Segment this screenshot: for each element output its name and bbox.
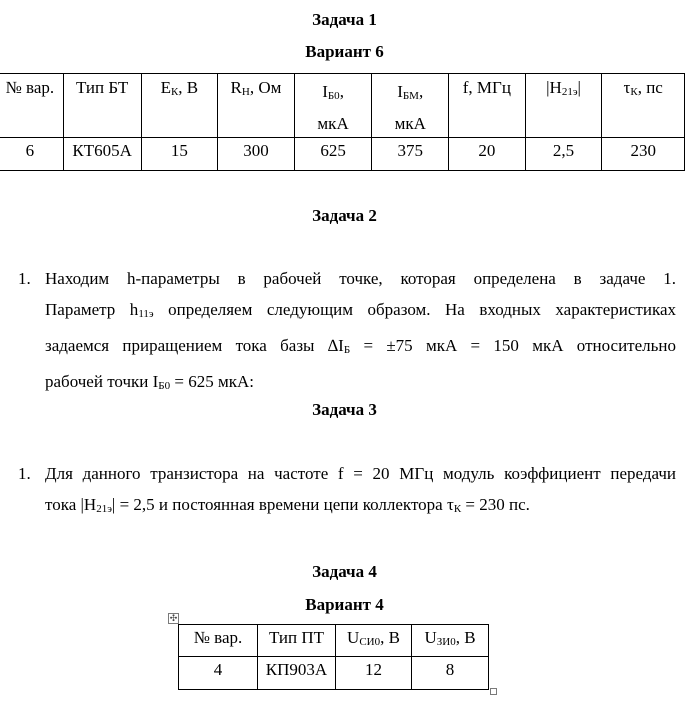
task3-line2: тока $|H_{21э}| = 2,5$ и постоянная времени цепи коллектора $\tau_К = 230$ пс.	[45, 495, 530, 515]
header-variant-no: № вар.	[0, 74, 63, 138]
task3-title: Задача 3	[312, 400, 377, 419]
task4-data-row	[179, 657, 489, 690]
cell-tau-k: 230	[602, 138, 685, 171]
cell-ibm: 375	[372, 138, 449, 171]
header-variant-no: № вар.	[179, 625, 258, 657]
header-h21e: $|H_{21э}|$	[525, 74, 602, 138]
task4-table	[178, 624, 489, 690]
header-rn: $R_Н$, Ом	[218, 74, 295, 138]
header-uzi0: $U_{ЗИ0}$, В	[412, 625, 489, 657]
task3-paragraph	[45, 458, 676, 525]
header-ib0: $I_{Б0}$, мкА	[294, 74, 372, 138]
task2-line4: рабочей точки $I_{Б0} = 625$ мкА:	[45, 372, 254, 392]
header-tau-k: $\tau_К$, пс	[602, 74, 685, 138]
task3-line1: Для данного транзистора на частоте f = 20 МГц модуль коэффициент передачи	[45, 464, 676, 483]
task2-list-number: 1.	[18, 269, 31, 288]
table-move-handle-icon[interactable]: ✣	[169, 613, 178, 623]
cell-ib0: 625	[294, 138, 372, 171]
task1-table	[0, 73, 685, 171]
task3-list-number: 1.	[18, 464, 31, 483]
header-transistor-type: Тип БТ	[63, 74, 141, 138]
header-fet-type: Тип ПТ	[258, 625, 336, 657]
cell-variant-no: 4	[179, 657, 258, 690]
cell-uzi0: 8	[412, 657, 489, 690]
cell-frequency: 20	[449, 138, 526, 171]
task1-variant: Вариант 6	[305, 42, 384, 61]
cell-fet-type: КП903А	[258, 657, 336, 690]
task4-title: Задача 4	[312, 562, 377, 581]
header-ibm: $I_{БМ}$, мкА	[372, 74, 449, 138]
cell-usi0: 12	[336, 657, 412, 690]
header-frequency: f, МГц	[449, 74, 526, 138]
task2-line1: Находим h-параметры в рабочей точке, которая определена в задаче 1.	[45, 269, 676, 288]
task1-title: Задача 1	[312, 10, 377, 29]
task4-header-row	[179, 625, 489, 657]
task2-title: Задача 2	[312, 206, 377, 225]
header-usi0: $U_{СИ0}$, В	[336, 625, 412, 657]
task2-line2: Параметр $h_{11э}$ определяем следующим образом. На входных характеристиках	[45, 300, 676, 320]
cell-h21e: 2,5	[525, 138, 602, 171]
task2-line3: задаемся приращением тока базы $\Delta I_Б = \pm 75$ мкА = 150 мкА относительно	[45, 336, 676, 356]
task2-paragraph	[45, 263, 676, 402]
table-resize-handle[interactable]	[490, 688, 497, 695]
task4-variant: Вариант 4	[305, 595, 384, 614]
cell-variant-no: 6	[0, 138, 63, 171]
task1-header-row	[0, 74, 685, 138]
header-ek: $E_К$, В	[141, 74, 218, 138]
cell-transistor-type: КТ605А	[63, 138, 141, 171]
cell-rn: 300	[218, 138, 295, 171]
cell-ek: 15	[141, 138, 218, 171]
task1-data-row	[0, 138, 685, 171]
